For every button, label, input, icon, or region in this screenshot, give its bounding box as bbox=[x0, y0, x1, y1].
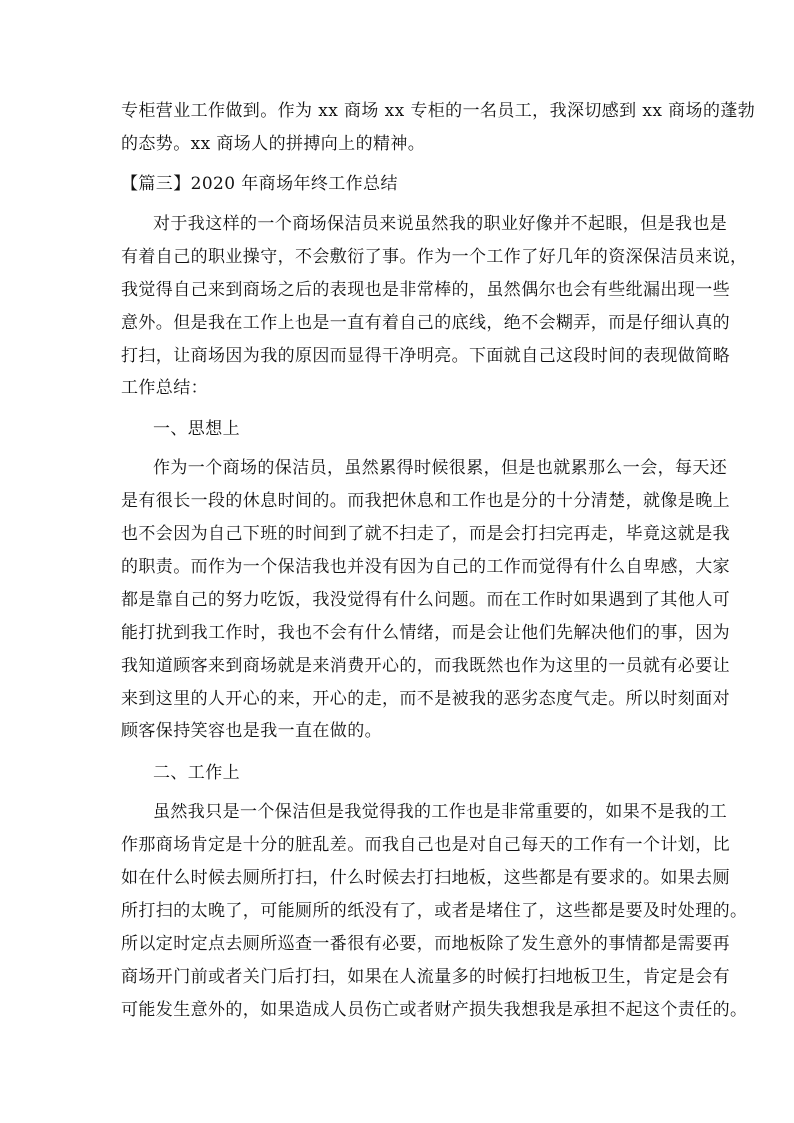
text-line: 顾客保持笑容也是我一直在做的。 bbox=[121, 721, 382, 741]
text-line: 我知道顾客来到商场就是来消费开心的，而我既然也作为这里的一员就有必要让 bbox=[121, 656, 730, 676]
text-line: 能打扰到我工作时，我也不会有什么情绪，而是会让他们先解决他们的事，因为 bbox=[121, 623, 730, 643]
text-line: 作那商场肯定是十分的脏乱差。而我自己也是对自己每天的工作有一个计划，比 bbox=[121, 835, 730, 855]
text-line: 的态势。xx 商场人的拼搏向上的精神。 bbox=[121, 134, 426, 154]
text-line: 意外。但是我在工作上也是一直有着自己的底线，绝不会糊弄，而是仔细认真的 bbox=[121, 313, 730, 333]
text-line: 作为一个商场的保洁员，虽然累得时候很累，但是也就累那么一会，每天还 bbox=[153, 458, 728, 478]
text-line: 工作总结： bbox=[121, 378, 208, 398]
text-line: 也不会因为自己下班的时间到了就不扫走了，而是会打扫完再走，毕竟这就是我 bbox=[121, 524, 730, 544]
text-line: 所打扫的太晚了，可能厕所的纸没有了，或者是堵住了，这些都是要及时处理的。 bbox=[121, 901, 748, 921]
text-line: 有着自己的职业操守，不会敷衍了事。作为一个工作了好几年的资深保洁员来说， bbox=[121, 247, 748, 267]
text-line: 虽然我只是一个保洁但是我觉得我的工作也是非常重要的，如果不是我的工 bbox=[153, 802, 728, 822]
text-line: 可能发生意外的，如果造成人员伤亡或者财产损失我想我是承担不起这个责任的。 bbox=[121, 1000, 748, 1020]
text-line: 来到这里的人开心的来，开心的走，而不是被我的恶劣态度气走。所以时刻面对 bbox=[121, 689, 730, 709]
text-line: 我觉得自己来到商场之后的表现也是非常棒的，虽然偶尔也会有些纰漏出现一些 bbox=[121, 280, 730, 300]
text-line: 商场开门前或者关门后打扫，如果在人流量多的时候打扫地板卫生，肯定是会有 bbox=[121, 967, 730, 987]
text-line: 是有很长一段的休息时间的。而我把休息和工作也是分的十分清楚，就像是晚上 bbox=[121, 491, 730, 511]
subheading: 一、思想上 bbox=[153, 419, 240, 439]
text-line: 打扫，让商场因为我的原因而显得干净明亮。下面就自己这段时间的表现做简略 bbox=[121, 346, 730, 366]
text-line: 如在什么时候去厕所打扫，什么时候去打扫地板，这些都是有要求的。如果去厕 bbox=[121, 868, 730, 888]
text-line: 的职责。而作为一个保洁我也并没有因为自己的工作而觉得有什么自卑感，大家 bbox=[121, 557, 730, 577]
text-line: 所以定时定点去厕所巡查一番很有必要，而地板除了发生意外的事情都是需要再 bbox=[121, 934, 730, 954]
subheading: 二、工作上 bbox=[153, 763, 240, 783]
text-line: 对于我这样的一个商场保洁员来说虽然我的职业好像并不起眼，但是我也是 bbox=[153, 214, 728, 234]
text-line: 都是靠自己的努力吃饭，我没觉得有什么问题。而在工作时如果遇到了其他人可 bbox=[121, 590, 730, 610]
section-title: 【篇三】2020 年商场年终工作总结 bbox=[121, 174, 398, 194]
text-line: 专柜营业工作做到。作为 xx 商场 xx 专柜的一名员工，我深切感到 xx 商场的蓬勃 bbox=[121, 101, 756, 121]
